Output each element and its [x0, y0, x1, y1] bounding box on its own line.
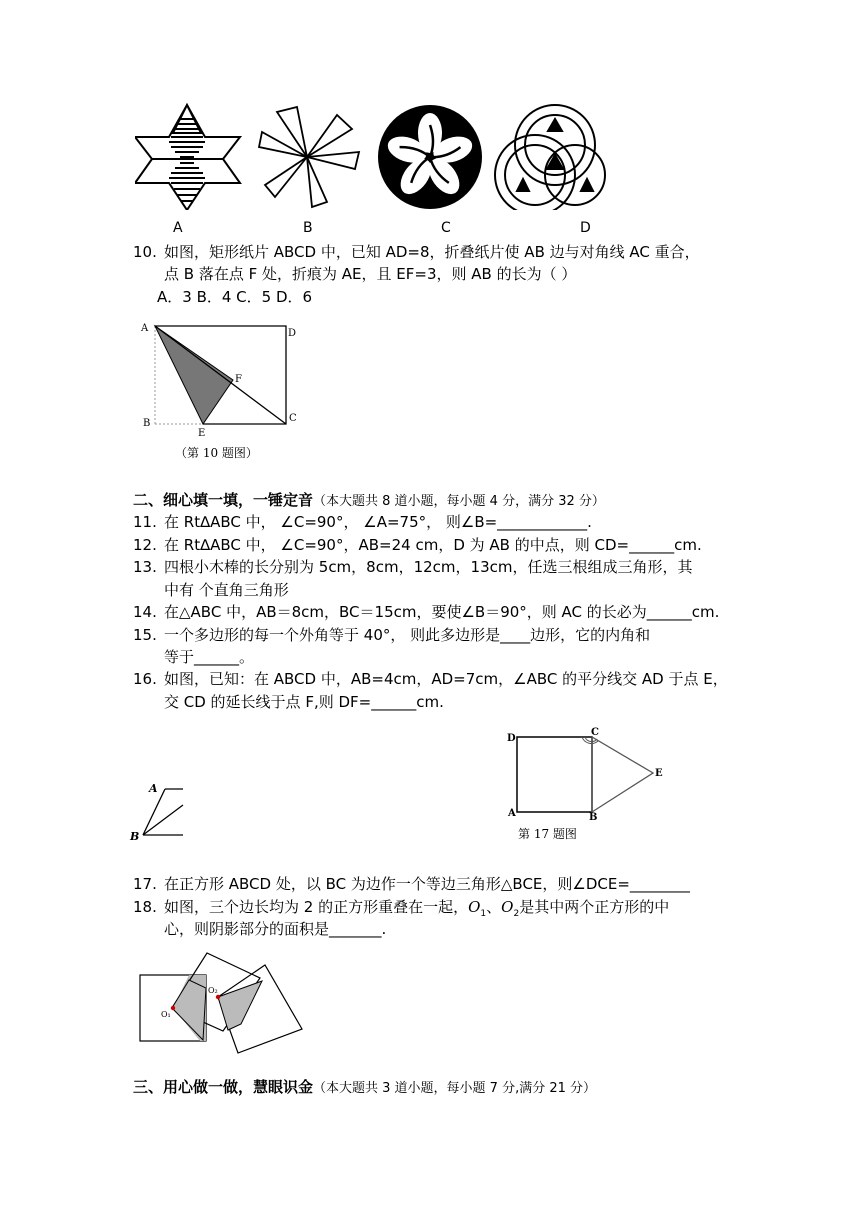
question-text: 在 Rt∆ABC 中， ∠C=90°，AB=24 cm，D 为 AB 的中点，则 CD=______cm. [164, 536, 702, 554]
question-15-cont: 等于______。 [164, 648, 255, 666]
question-12 [133, 534, 702, 556]
question-number: 17. [133, 875, 157, 893]
question-text: 在正方形 ABCD 处，以 BC 为边作一个等边三角形△BCE，则∠DCE=________ [164, 875, 690, 893]
question-number: 18. [133, 898, 157, 916]
figure-label-d: D [580, 220, 591, 236]
point-label-b: B [143, 418, 151, 429]
point-label-d: D [507, 733, 516, 744]
point-label-c: C [591, 727, 599, 738]
question-text: 一个多边形的每一个外角等于 40°， 则此多边形是____边形，它的内角和 [164, 626, 651, 644]
figure-q17 [505, 727, 675, 822]
point-label-e: E [198, 428, 206, 438]
question-text: 四根小木棒的长分别为 5cm，8cm，12cm，13cm，任选三根组成三角形，其 [164, 558, 693, 576]
question-text: 如图，三个边长均为 2 的正方形重叠在一起， [164, 898, 469, 916]
point-label-f: F [235, 374, 242, 385]
point-label-a: A [141, 323, 149, 334]
figure-label-a: A [173, 220, 183, 236]
section-3-heading [133, 1076, 596, 1097]
question-number: 14. [133, 603, 157, 621]
figure-q10-caption: （第 10 题图） [175, 446, 258, 460]
figure-q17-caption: 第 17 题图 [518, 827, 577, 841]
o2-subscript: 2 [513, 909, 520, 919]
question-text: 在 Rt∆ABC 中， ∠C=90°， ∠A=75°， 则∠B=____________. [164, 513, 592, 531]
figure-q16 [128, 775, 190, 845]
point-label-b: B [589, 812, 598, 822]
section-title: 三、用心做一做，慧眼识金 [133, 1078, 314, 1096]
question-18-cont: 心，则阴影部分的面积是_______. [164, 920, 387, 938]
question-11 [133, 511, 592, 533]
point-label-o1: O₁ [161, 1010, 171, 1019]
question-17 [133, 873, 690, 895]
o1-symbol: O [468, 898, 481, 916]
question-number: 10. [133, 243, 157, 261]
section-note: （本大题共 3 道小题，每小题 7 分,满分 21 分） [313, 1081, 597, 1096]
question-number: 13. [133, 558, 157, 576]
question-14 [133, 601, 719, 623]
o1-subscript: 1 [480, 909, 487, 919]
question-number: 12. [133, 536, 157, 554]
point-label-o2: O₂ [208, 986, 218, 995]
separator: 、 [486, 898, 502, 916]
question-number: 11. [133, 513, 157, 531]
figure-q18 [130, 945, 315, 1060]
point-label-b: B [130, 830, 140, 843]
point-label-a: A [508, 808, 516, 819]
figure-b [259, 107, 359, 207]
section-note: （本大题共 8 道小题，每小题 4 分，满分 32 分） [313, 494, 605, 509]
o2-symbol: O [501, 898, 514, 916]
question-text: 如图，矩形纸片 ABCD 中，已知 AD=8，折叠纸片使 AB 边与对角线 AC 重合， [164, 243, 700, 261]
figure-label-c: C [441, 220, 451, 236]
question-10 [133, 241, 700, 263]
point-label-d: D [288, 328, 297, 339]
figure-a [135, 105, 240, 210]
question-text: 如图，已知：在 ABCD 中，AB=4cm，AD=7cm，∠ABC 的平分线交 AD 于点 E， [164, 670, 728, 688]
figure-d [495, 105, 605, 210]
question-16-cont: 交 CD 的延长线于点 F,则 DF=______cm. [164, 693, 444, 711]
question-15 [133, 624, 650, 646]
point-label-a: A [149, 782, 158, 795]
question-number: 16. [133, 670, 157, 688]
question-number: 15. [133, 626, 157, 644]
figure-c [378, 105, 482, 209]
figure-q10 [138, 318, 308, 438]
section-title: 二、细心填一填，一锤定音 [133, 491, 314, 509]
point-label-c: C [289, 413, 297, 424]
section-2-heading [133, 489, 605, 510]
question-text-cont: 是其中两个正方形的中 [519, 898, 670, 916]
symmetry-figures [135, 95, 615, 210]
question-text: 在△ABC 中，AB＝8cm，BC＝15cm，要使∠B＝90°，则 AC 的长必为______cm. [164, 603, 720, 621]
point-label-e: E [655, 768, 663, 779]
question-13-cont: 中有 个直角三角形 [164, 581, 289, 599]
question-13 [133, 556, 692, 578]
question-16 [133, 668, 728, 690]
question-10-cont: 点 B 落在点 F 处，折痕为 AE，且 EF=3，则 AB 的长为（ ） [164, 265, 577, 283]
question-10-options: A．3 B．4 C．5 D．6 [157, 288, 313, 306]
figure-label-b: B [303, 220, 313, 236]
